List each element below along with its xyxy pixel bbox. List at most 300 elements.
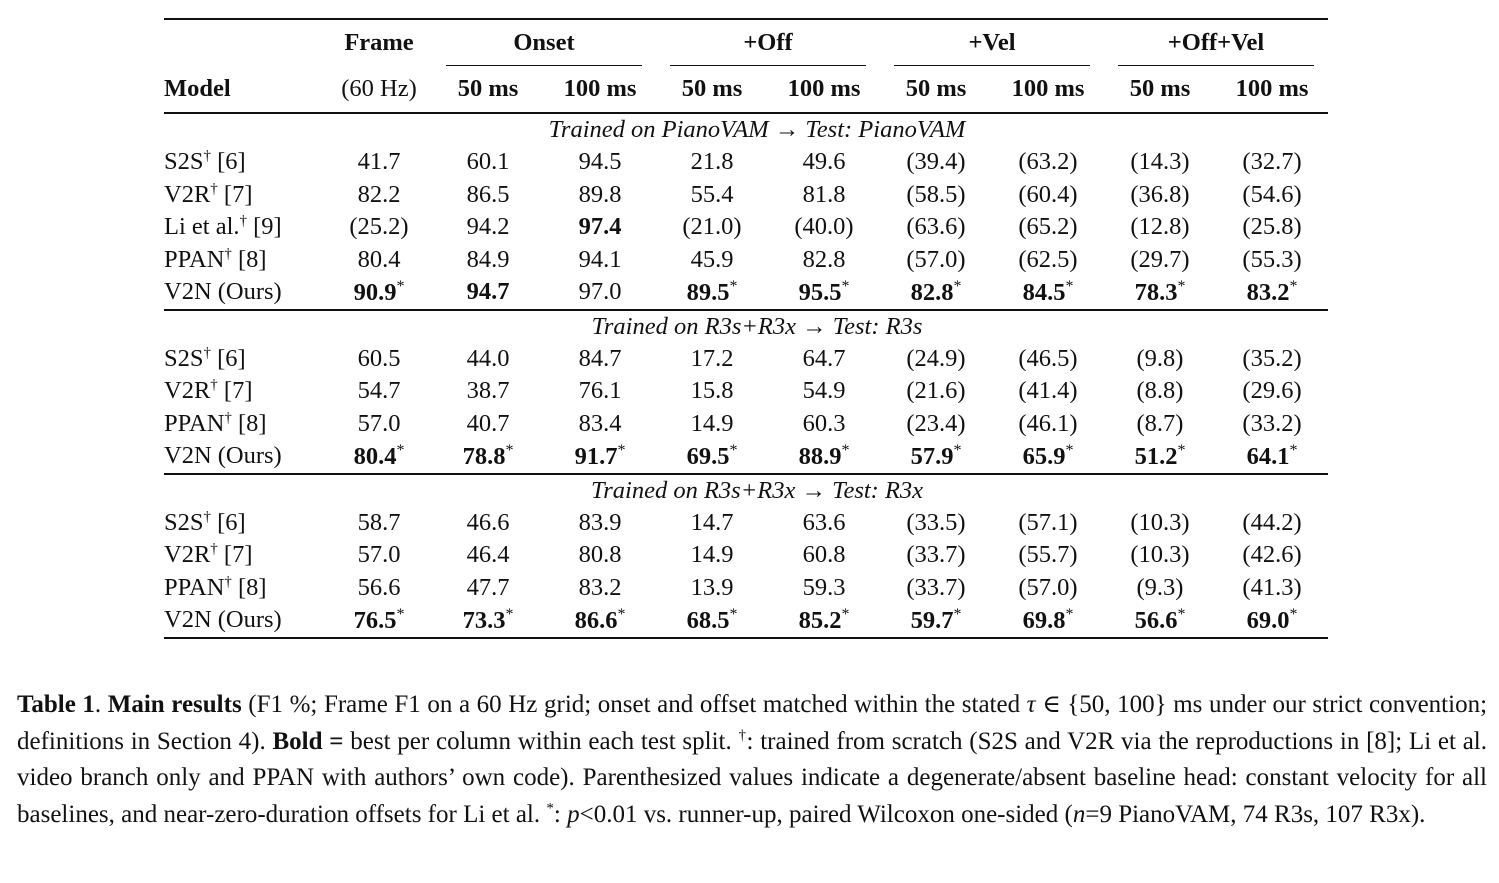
- model-cell: [164, 507, 326, 540]
- value-cell: [992, 146, 1104, 179]
- value-cell: [656, 375, 768, 408]
- value-cell: [880, 211, 992, 244]
- header-subcol: 50 ms: [905, 75, 967, 102]
- cell-value: (8.8): [1136, 377, 1184, 405]
- value-cell: [544, 276, 656, 310]
- significance-mark: *: [505, 441, 514, 459]
- cell-value: 57.0: [357, 541, 401, 569]
- value-cell: [880, 276, 992, 310]
- value-cell: [544, 539, 656, 572]
- significance-mark: *: [505, 605, 514, 623]
- cell-value: 59.3: [802, 573, 846, 601]
- dagger-mark: †: [224, 573, 232, 590]
- value-cell: [992, 539, 1104, 572]
- value-cell: [432, 507, 544, 540]
- value-cell: [1216, 539, 1328, 572]
- significance-mark: *: [1177, 605, 1186, 623]
- significance-mark: *: [1065, 277, 1074, 295]
- cell-value: (65.2): [1018, 213, 1078, 241]
- model-cell: [164, 211, 326, 244]
- model-name: V2R: [164, 541, 211, 569]
- value-cell: [992, 276, 1104, 310]
- value-cell: [544, 146, 656, 179]
- cell-value: (21.6): [906, 377, 966, 405]
- cell-value: (36.8): [1130, 180, 1190, 208]
- value-cell: [544, 440, 656, 474]
- value-cell: [656, 507, 768, 540]
- table-row: [164, 276, 1328, 310]
- value-cell: [1216, 343, 1328, 376]
- value-cell: [1216, 507, 1328, 540]
- value-cell: [1104, 343, 1216, 376]
- header-row-subcols: [164, 66, 1328, 113]
- significance-mark: *: [396, 441, 405, 459]
- cell-value: 76.5: [353, 606, 397, 634]
- significance-mark: *: [1177, 441, 1186, 459]
- cell-value: (62.5): [1018, 245, 1078, 273]
- cell-value: 59.7: [910, 606, 954, 634]
- section-title: Trained on R3s+R3x → Test: R3x: [590, 476, 924, 504]
- cell-value: 21.8: [690, 148, 734, 176]
- value-cell: [326, 244, 432, 277]
- value-cell: [880, 179, 992, 212]
- cell-value: 84.9: [466, 245, 510, 273]
- cell-value: 82.8: [802, 245, 846, 273]
- cell-value: 57.9: [910, 442, 954, 470]
- header-empty-cell: [164, 19, 326, 66]
- value-cell: [326, 146, 432, 179]
- model-name: PPAN: [164, 245, 225, 273]
- model-cell: [164, 244, 326, 277]
- value-cell: [880, 343, 992, 376]
- cell-value: 14.9: [690, 409, 734, 437]
- model-ref: [6]: [217, 508, 246, 536]
- cell-value: 94.5: [578, 148, 622, 176]
- value-cell: [1104, 539, 1216, 572]
- significance-mark: *: [1065, 441, 1074, 459]
- cell-value: 65.9: [1022, 442, 1066, 470]
- caption-n-var: n: [1072, 800, 1086, 828]
- cell-value: (58.5): [906, 180, 966, 208]
- cell-value: 64.1: [1246, 442, 1290, 470]
- value-cell: [768, 375, 880, 408]
- value-cell: [880, 539, 992, 572]
- value-cell: [656, 179, 768, 212]
- cell-value: 54.9: [802, 377, 846, 405]
- cell-value: (14.3): [1130, 148, 1190, 176]
- cell-value: 94.1: [578, 245, 622, 273]
- value-cell: [544, 408, 656, 441]
- value-cell: [544, 507, 656, 540]
- value-cell: [992, 604, 1104, 638]
- header-row-groups: [164, 19, 1328, 66]
- significance-mark: *: [1289, 441, 1298, 459]
- value-cell: [656, 146, 768, 179]
- caption-text-5: :: [553, 800, 568, 828]
- cell-value: 82.2: [357, 180, 401, 208]
- header-subcol: 100 ms: [787, 75, 861, 102]
- section-header-row: [164, 113, 1328, 146]
- dagger-mark: †: [210, 541, 218, 558]
- value-cell: [768, 539, 880, 572]
- cell-value: 51.2: [1134, 442, 1178, 470]
- cell-value: (9.3): [1136, 573, 1184, 601]
- value-cell: [544, 604, 656, 638]
- value-cell: [432, 440, 544, 474]
- value-cell: [1216, 408, 1328, 441]
- model-name: V2N (Ours): [164, 278, 282, 306]
- header-off: [656, 19, 880, 66]
- value-cell: [992, 408, 1104, 441]
- header-model: Model: [164, 75, 231, 102]
- value-cell: [432, 211, 544, 244]
- significance-mark: *: [1289, 277, 1298, 295]
- cell-value: (32.7): [1242, 148, 1302, 176]
- cell-value: (21.0): [682, 213, 742, 241]
- value-cell: [432, 408, 544, 441]
- cell-value: 85.2: [798, 606, 842, 634]
- cell-value: 60.1: [466, 148, 510, 176]
- header-vel-label: +Vel: [968, 29, 1016, 56]
- significance-mark: *: [1177, 277, 1186, 295]
- cell-value: 76.1: [578, 377, 622, 405]
- value-cell: [1104, 440, 1216, 474]
- cell-value: (35.2): [1242, 344, 1302, 372]
- significance-mark: *: [617, 605, 626, 623]
- cell-value: 56.6: [357, 573, 401, 601]
- cell-value: (33.7): [906, 541, 966, 569]
- value-cell: [1216, 276, 1328, 310]
- value-cell: [768, 604, 880, 638]
- cell-value: 97.4: [578, 213, 622, 241]
- value-cell: [880, 440, 992, 474]
- cell-value: 83.2: [578, 573, 622, 601]
- cell-value: 56.6: [1134, 606, 1178, 634]
- significance-mark: *: [953, 277, 962, 295]
- header-vel: [880, 19, 1104, 66]
- value-cell: [1104, 408, 1216, 441]
- table-body: [164, 19, 1328, 638]
- value-cell: [1104, 244, 1216, 277]
- value-cell: [1216, 375, 1328, 408]
- table-row: [164, 244, 1328, 277]
- cell-value: (63.2): [1018, 148, 1078, 176]
- model-name: V2N (Ours): [164, 606, 282, 634]
- value-cell: [880, 146, 992, 179]
- value-cell: [1104, 375, 1216, 408]
- cell-value: 83.2: [1246, 278, 1290, 306]
- cell-value: 55.4: [690, 180, 734, 208]
- value-cell: [544, 343, 656, 376]
- dagger-mark: †: [203, 344, 212, 361]
- caption-text-2: ∈ {50, 100} ms under our strict convention; definitions in Section 4).: [17, 691, 1488, 755]
- value-cell: [544, 179, 656, 212]
- header-subcol: 50 ms: [457, 75, 519, 102]
- value-cell: [1104, 507, 1216, 540]
- table-row: [164, 408, 1328, 441]
- cell-value: 73.3: [462, 606, 506, 634]
- value-cell: [326, 604, 432, 638]
- table-row: [164, 539, 1328, 572]
- caption-dagger: †: [738, 727, 747, 744]
- value-cell: [768, 507, 880, 540]
- cell-value: (25.2): [349, 213, 409, 241]
- cell-value: (57.0): [906, 245, 966, 273]
- cell-value: 95.5: [798, 278, 842, 306]
- model-ref: [6]: [217, 148, 246, 176]
- header-off-vel-label: +Off+Vel: [1167, 29, 1265, 56]
- cell-value: (29.6): [1242, 377, 1302, 405]
- value-cell: [656, 572, 768, 605]
- value-cell: [880, 408, 992, 441]
- header-subcol: 50 ms: [681, 75, 743, 102]
- cell-value: (46.1): [1018, 409, 1078, 437]
- dagger-mark: †: [210, 377, 218, 394]
- cell-value: 49.6: [802, 148, 846, 176]
- value-cell: [656, 244, 768, 277]
- value-cell: [326, 539, 432, 572]
- significance-mark: *: [1289, 605, 1298, 623]
- dagger-mark: †: [224, 245, 232, 262]
- table-row: [164, 604, 1328, 638]
- value-cell: [544, 375, 656, 408]
- model-name: PPAN: [164, 409, 225, 437]
- value-cell: [880, 604, 992, 638]
- table-row: [164, 507, 1328, 540]
- cell-value: 60.8: [802, 541, 846, 569]
- table-row: [164, 375, 1328, 408]
- cell-value: (57.1): [1018, 508, 1078, 536]
- cell-value: 17.2: [690, 344, 734, 372]
- cell-value: 83.9: [578, 508, 622, 536]
- cell-value: 46.4: [466, 541, 510, 569]
- value-cell: [880, 572, 992, 605]
- value-cell: [880, 375, 992, 408]
- cell-value: 88.9: [798, 442, 842, 470]
- value-cell: [1216, 604, 1328, 638]
- table-caption: [17, 687, 1487, 833]
- model-cell: [164, 572, 326, 605]
- cell-value: 81.8: [802, 180, 846, 208]
- value-cell: [656, 539, 768, 572]
- cell-value: 14.7: [690, 508, 734, 536]
- section-title: Trained on PianoVAM → Test: PianoVAM: [548, 116, 966, 143]
- value-cell: [432, 179, 544, 212]
- header-onset-label: Onset: [513, 29, 575, 56]
- model-cell: [164, 440, 326, 474]
- value-cell: [768, 179, 880, 212]
- cell-value: (46.5): [1018, 344, 1078, 372]
- cell-value: 69.8: [1022, 606, 1066, 634]
- section-header-row: [164, 474, 1328, 507]
- caption-heading: Main results: [107, 691, 242, 718]
- caption-p-var: p: [567, 800, 580, 828]
- cell-value: (63.6): [906, 213, 966, 241]
- header-off-vel: [1104, 19, 1328, 66]
- value-cell: [768, 276, 880, 310]
- significance-mark: *: [953, 441, 962, 459]
- model-ref: [6]: [217, 344, 246, 372]
- cell-value: 60.5: [357, 344, 401, 372]
- value-cell: [326, 343, 432, 376]
- cell-value: (57.0): [1018, 573, 1078, 601]
- cell-value: (41.4): [1018, 377, 1078, 405]
- value-cell: [544, 244, 656, 277]
- cell-value: 41.7: [357, 148, 401, 176]
- model-cell: [164, 539, 326, 572]
- caption-label: Table 1: [17, 691, 95, 718]
- cell-value: 89.8: [578, 180, 622, 208]
- dagger-mark: †: [239, 213, 248, 230]
- cell-value: 60.3: [802, 409, 846, 437]
- value-cell: [1216, 211, 1328, 244]
- value-cell: [326, 211, 432, 244]
- value-cell: [432, 244, 544, 277]
- value-cell: [992, 343, 1104, 376]
- value-cell: [992, 179, 1104, 212]
- value-cell: [432, 276, 544, 310]
- cell-value: 57.0: [357, 409, 401, 437]
- significance-mark: *: [396, 277, 405, 295]
- cell-value: 84.5: [1022, 278, 1066, 306]
- value-cell: [326, 179, 432, 212]
- significance-mark: *: [729, 277, 738, 295]
- cell-value: (40.0): [794, 213, 854, 241]
- cell-value: 80.4: [353, 442, 397, 470]
- cell-value: 68.5: [686, 606, 730, 634]
- value-cell: [992, 507, 1104, 540]
- model-name: V2R: [164, 180, 211, 208]
- cell-value: 84.7: [578, 344, 622, 372]
- cell-value: 94.7: [466, 278, 510, 306]
- dagger-mark: †: [203, 508, 212, 525]
- value-cell: [656, 276, 768, 310]
- caption-text-1: (F1 %; Frame F1 on a 60 Hz grid; onset and offset matched within the stated: [241, 691, 1027, 718]
- model-name: V2R: [164, 377, 211, 405]
- caption-tau: τ: [1026, 691, 1036, 718]
- cell-value: 40.7: [466, 409, 510, 437]
- value-cell: [432, 572, 544, 605]
- value-cell: [656, 604, 768, 638]
- model-name: Li et al.: [164, 213, 240, 241]
- header-subcol: 100 ms: [1011, 75, 1085, 102]
- cell-value: (25.8): [1242, 213, 1302, 241]
- model-ref: [7]: [223, 541, 253, 569]
- value-cell: [432, 539, 544, 572]
- cell-value: 13.9: [690, 573, 734, 601]
- cell-value: 64.7: [802, 344, 846, 372]
- cell-value: (23.4): [906, 409, 966, 437]
- caption-text-4: : trained from scratch (S2S and V2R via the reproductions in [8]; Li et al. video branch only and PPAN with authors’ own code). Parenthesized values indicate a degenerate/absent baseline head: constant velocity for all baselines, and near-zero-duration offsets for Li et al.: [17, 727, 1487, 828]
- value-cell: [432, 343, 544, 376]
- cell-value: (39.4): [906, 148, 966, 176]
- model-cell: [164, 276, 326, 310]
- value-cell: [992, 440, 1104, 474]
- model-cell: [164, 408, 326, 441]
- section-title: Trained on R3s+R3x → Test: R3s: [591, 312, 923, 340]
- model-ref: [7]: [223, 377, 253, 405]
- value-cell: [1216, 244, 1328, 277]
- value-cell: [656, 440, 768, 474]
- dagger-mark: †: [224, 409, 232, 426]
- significance-mark: *: [841, 605, 850, 623]
- significance-mark: *: [953, 605, 962, 623]
- cell-value: (44.2): [1242, 508, 1302, 536]
- section-header-row: [164, 310, 1328, 343]
- cell-value: 78.8: [462, 442, 506, 470]
- caption-star: *: [546, 800, 554, 817]
- model-cell: [164, 375, 326, 408]
- header-frame-rate: (60 Hz): [341, 75, 417, 102]
- cell-value: 86.5: [466, 180, 510, 208]
- cell-value: (24.9): [906, 344, 966, 372]
- value-cell: [1104, 276, 1216, 310]
- cell-value: (9.8): [1136, 344, 1184, 372]
- value-cell: [1104, 572, 1216, 605]
- cell-value: 46.6: [466, 508, 510, 536]
- value-cell: [880, 507, 992, 540]
- value-cell: [1216, 572, 1328, 605]
- value-cell: [1104, 146, 1216, 179]
- cell-value: 80.4: [357, 245, 401, 273]
- value-cell: [768, 343, 880, 376]
- cell-value: (29.7): [1130, 245, 1190, 273]
- significance-mark: *: [617, 441, 626, 459]
- cell-value: (54.6): [1242, 180, 1302, 208]
- table-row: [164, 572, 1328, 605]
- header-frame: Frame: [326, 19, 432, 66]
- model-name: S2S: [164, 344, 204, 372]
- model-ref: [8]: [238, 245, 267, 273]
- cell-value: (8.7): [1136, 409, 1184, 437]
- value-cell: [1104, 604, 1216, 638]
- significance-mark: *: [841, 441, 850, 459]
- cell-value: 14.9: [690, 541, 734, 569]
- header-off-label: +Off: [743, 29, 793, 56]
- caption-text-6: <0.01 vs. runner-up, paired Wilcoxon one-sided (: [579, 800, 1073, 828]
- cell-value: (60.4): [1018, 180, 1078, 208]
- value-cell: [768, 440, 880, 474]
- table-row: [164, 343, 1328, 376]
- caption-sep: .: [94, 691, 108, 718]
- value-cell: [768, 244, 880, 277]
- cell-value: 44.0: [466, 344, 510, 372]
- significance-mark: *: [841, 277, 850, 295]
- cell-value: (42.6): [1242, 541, 1302, 569]
- value-cell: [326, 440, 432, 474]
- dagger-mark: †: [203, 148, 212, 165]
- model-name: V2N (Ours): [164, 442, 282, 470]
- cell-value: 91.7: [574, 442, 618, 470]
- value-cell: [432, 146, 544, 179]
- cell-value: 38.7: [466, 377, 510, 405]
- results-table: [164, 18, 1328, 639]
- value-cell: [656, 211, 768, 244]
- cell-value: (55.7): [1018, 541, 1078, 569]
- value-cell: [1216, 440, 1328, 474]
- header-subcol: 100 ms: [563, 75, 637, 102]
- value-cell: [768, 408, 880, 441]
- cell-value: (41.3): [1242, 573, 1302, 601]
- significance-mark: *: [1065, 605, 1074, 623]
- dagger-mark: †: [210, 180, 218, 197]
- model-cell: [164, 604, 326, 638]
- value-cell: [768, 211, 880, 244]
- cell-value: (12.8): [1130, 213, 1190, 241]
- cell-value: (10.3): [1130, 508, 1190, 536]
- value-cell: [432, 604, 544, 638]
- value-cell: [992, 211, 1104, 244]
